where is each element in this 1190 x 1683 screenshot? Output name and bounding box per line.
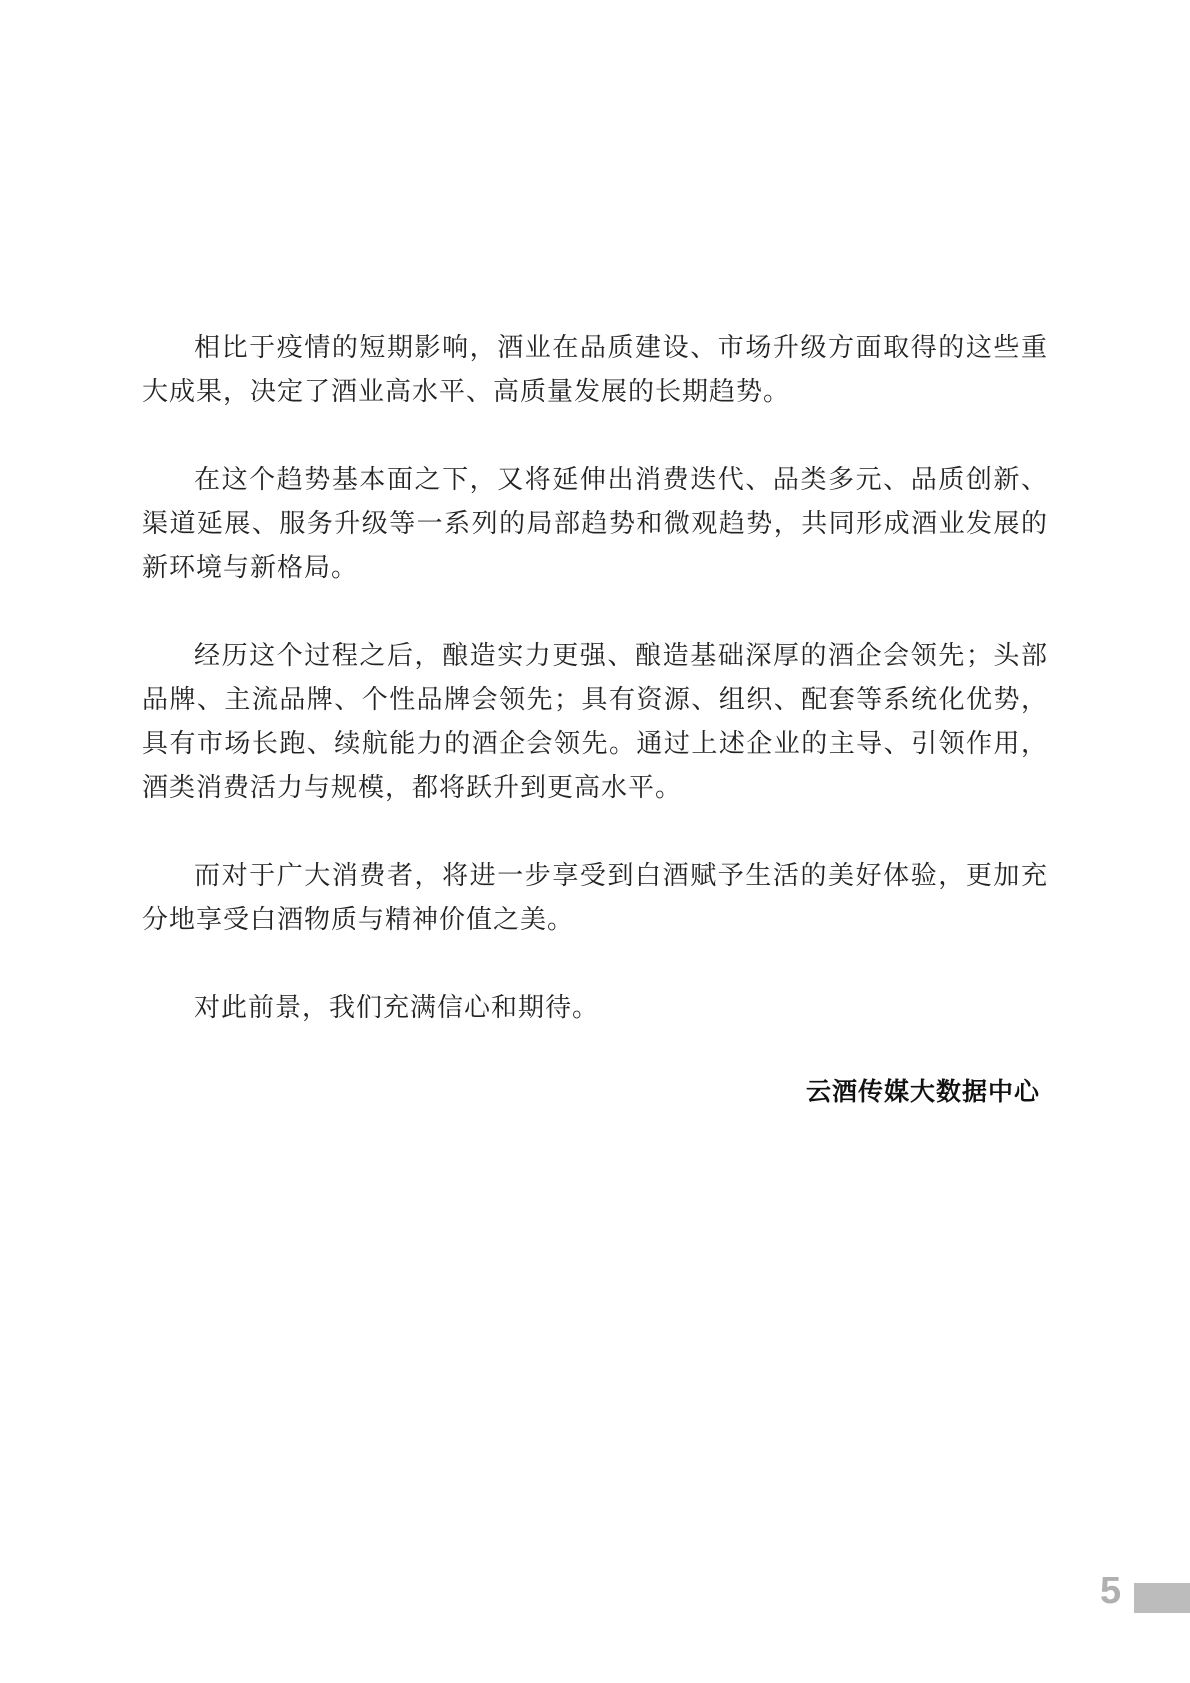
paragraph-2: 在这个趋势基本面之下，又将延伸出消费迭代、品类多元、品质创新、渠道延展、服务升级等一系列的局部趋势和微观趋势，共同形成酒业发展的新环境与新格局。 — [142, 465, 1048, 583]
page-number-bar — [1134, 1583, 1190, 1613]
paragraph-1: 相比于疫情的短期影响，酒业在品质建设、市场升级方面取得的这些重大成果，决定了酒业高水平、高质量发展的长期趋势。 — [142, 333, 1048, 407]
signature: 云酒传媒大数据中心 — [805, 1077, 1040, 1106]
paragraph-5: 对此前景，我们充满信心和期待。 — [194, 993, 600, 1023]
page-number: 5 — [1100, 1570, 1122, 1612]
paragraph-3: 经历这个过程之后，酿造实力更强、酿造基础深厚的酒企会领先；头部品牌、主流品牌、个性品牌会领先；具有资源、组织、配套等系统化优势，具有市场长跑、续航能力的酒企会领先。通过上述企业的主导、引领作用，酒类消费活力与规模，都将跃升到更高水平。 — [142, 641, 1048, 803]
article-body — [142, 326, 1048, 1074]
paragraph-4: 而对于广大消费者，将进一步享受到白酒赋予生活的美好体验，更加充分地享受白酒物质与精神价值之美。 — [142, 861, 1048, 935]
